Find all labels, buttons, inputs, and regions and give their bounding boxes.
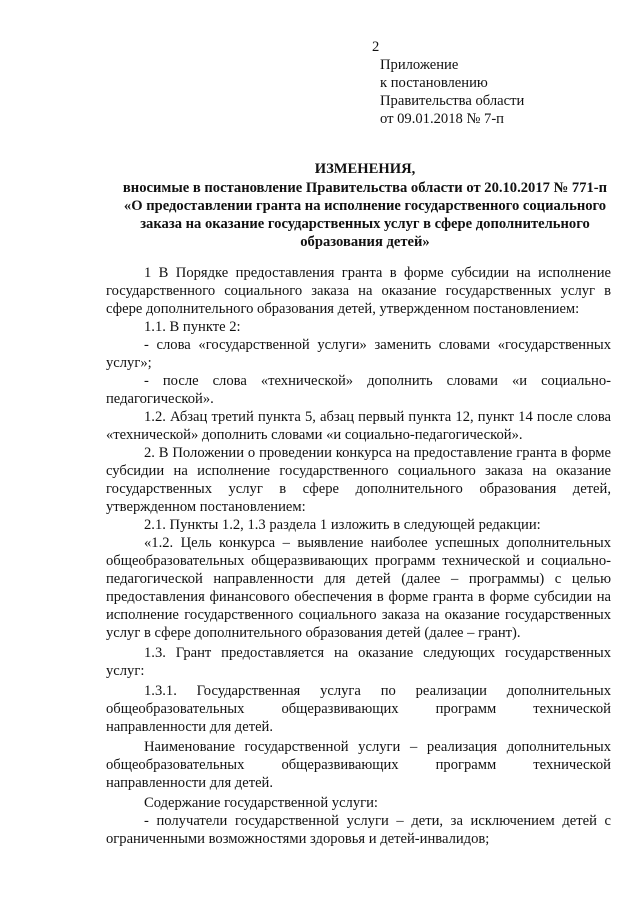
paragraph: Содержание государственной услуги: [144, 795, 378, 811]
appendix-line: Правительства области [380, 93, 525, 109]
paragraph: 1.3. Грант предоставляется на оказание следующих государственных услуг: [106, 645, 611, 679]
paragraph: 2.1. Пункты 1.2, 1.3 раздела 1 изложить в следующей редакции: [144, 517, 541, 533]
title-line: вносимые в постановление Правительства области от 20.10.2017 № 771-п [122, 180, 608, 196]
paragraph: 1.3.1. Государственная услуга по реализации дополнительных общеобразовательных общеразвивающих программ технической направленности для детей. [106, 683, 611, 735]
title-heading: ИЗМЕНЕНИЯ, [314, 161, 416, 177]
paragraph: 1 В Порядке предоставления гранта в форме субсидии на исполнение государственного социального заказа на оказание государственных услуг в сфере дополнительного образования детей, утвержденном постановлением: [106, 265, 611, 317]
paragraph: 1.1. В пункте 2: [144, 319, 241, 335]
paragraph: - получатели государственной услуги – дети, за исключением детей с ограниченными возможностями здоровья и детей-инвалидов; [106, 813, 611, 847]
paragraph: Наименование государственной услуги – реализация дополнительных общеобразовательных общеразвивающих программ технической направленности для детей. [106, 739, 611, 791]
document-title [100, 160, 630, 251]
paragraph: 1.2. Абзац третий пункта 5, абзац первый пункта 12, пункт 14 после слова «технической» дополнить словами «и социально-педагогической». [106, 409, 611, 443]
paragraph: - после слова «технической» дополнить словами «и социально-педагогической». [106, 373, 611, 407]
appendix-line: от 09.01.2018 № 7-п [380, 111, 504, 127]
document-body [106, 264, 611, 848]
paragraph: «1.2. Цель конкурса – выявление наиболее успешных дополнительных общеобразовательных общеразвивающих программ технической и социально-педагогической направленности для детей (далее – программы) с целью предоставления финансового обеспечения в форме гранта в форме субсидии на исполнение государственного социального заказа на оказание государственных услуг в сфере дополнительного образования детей (далее – грант). [106, 535, 611, 641]
appendix-line: к постановлению [380, 75, 488, 91]
title-line: образования детей» [300, 234, 430, 250]
appendix-line: Приложение [380, 57, 459, 73]
page-number: 2 [372, 39, 380, 55]
paragraph: - слова «государственной услуги» заменить словами «государственных услуг»; [106, 337, 611, 371]
title-line: заказа на оказание государственных услуг в сфере дополнительного [140, 216, 590, 232]
paragraph: 2. В Положении о проведении конкурса на предоставление гранта в форме субсидии на исполнение государственного социального заказа на оказание государственных услуг в сфере дополнительного образования детей, утвержденном постановлением: [106, 445, 611, 515]
title-line: «О предоставлении гранта на исполнение государственного социального [123, 198, 607, 214]
appendix-block [380, 56, 630, 128]
